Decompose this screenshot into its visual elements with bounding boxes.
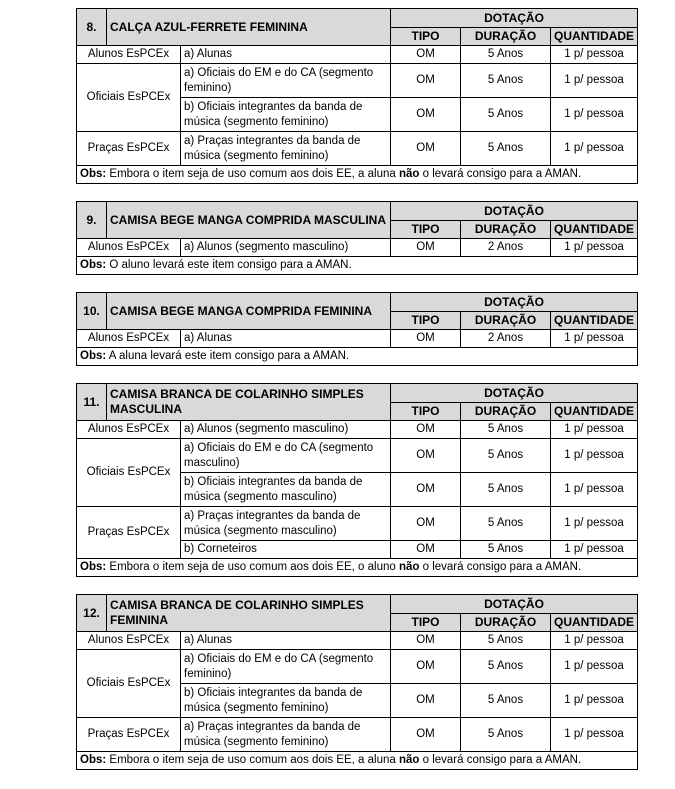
- segment-cell: a) Alunas: [181, 632, 391, 650]
- obs-emphasis: não: [398, 754, 420, 766]
- segment-cell: a) Alunos (segmento masculino): [181, 239, 391, 257]
- quantidade-cell: 1 p/ pessoa: [551, 473, 638, 507]
- obs-cell: [77, 752, 638, 770]
- quantidade-cell: 1 p/ pessoa: [551, 632, 638, 650]
- duracao-header: DURAÇÃO: [461, 403, 551, 421]
- tipo-cell: OM: [391, 650, 461, 684]
- quantidade-cell: 1 p/ pessoa: [551, 507, 638, 541]
- tipo-header: TIPO: [391, 221, 461, 239]
- dotacao-header: DOTAÇÃO: [391, 595, 638, 614]
- duracao-cell: 5 Anos: [461, 632, 551, 650]
- duracao-cell: 5 Anos: [461, 132, 551, 166]
- item-number: 10.: [77, 293, 107, 330]
- item-table: [76, 383, 638, 577]
- tipo-cell: OM: [391, 421, 461, 439]
- obs-emphasis: não: [398, 168, 420, 180]
- duracao-cell: 2 Anos: [461, 330, 551, 348]
- group-cell: Oficiais EsPCEx: [77, 650, 181, 718]
- duracao-cell: 5 Anos: [461, 473, 551, 507]
- group-cell: Alunos EsPCEx: [77, 632, 181, 650]
- tipo-cell: OM: [391, 718, 461, 752]
- tipo-cell: OM: [391, 541, 461, 559]
- tipo-cell: OM: [391, 330, 461, 348]
- dotacao-header: DOTAÇÃO: [391, 384, 638, 403]
- obs-label: Obs:: [80, 754, 107, 766]
- duracao-header: DURAÇÃO: [461, 221, 551, 239]
- item-number: 8.: [77, 9, 107, 46]
- group-cell: Oficiais EsPCEx: [77, 439, 181, 507]
- group-cell: Praças EsPCEx: [77, 718, 181, 752]
- quantidade-header: QUANTIDADE: [551, 28, 638, 46]
- table-row: [77, 632, 638, 650]
- item-title: CAMISA BRANCA DE COLARINHO SIMPLES MASCULINA: [107, 384, 391, 421]
- tipo-cell: OM: [391, 64, 461, 98]
- tipo-cell: OM: [391, 46, 461, 64]
- obs-text-end: o levará consigo para a AMAN.: [419, 754, 582, 766]
- obs-row: [77, 752, 638, 770]
- obs-cell: [77, 348, 638, 366]
- segment-cell: a) Alunas: [181, 330, 391, 348]
- segment-cell: b) Oficiais integrantes da banda de música (segmento feminino): [181, 684, 391, 718]
- quantidade-cell: 1 p/ pessoa: [551, 330, 638, 348]
- item-table: [76, 8, 638, 184]
- item-title: CAMISA BEGE MANGA COMPRIDA MASCULINA: [107, 202, 391, 239]
- segment-cell: b) Oficiais integrantes da banda de música (segmento masculino): [181, 473, 391, 507]
- segment-cell: a) Praças integrantes da banda de música (segmento feminino): [181, 132, 391, 166]
- duracao-cell: 5 Anos: [461, 439, 551, 473]
- duracao-header: DURAÇÃO: [461, 312, 551, 330]
- duracao-cell: 5 Anos: [461, 541, 551, 559]
- quantidade-cell: 1 p/ pessoa: [551, 541, 638, 559]
- obs-text: O aluno levará este item consigo para a AMAN.: [106, 259, 352, 271]
- tipo-cell: OM: [391, 473, 461, 507]
- tipo-cell: OM: [391, 507, 461, 541]
- obs-label: Obs:: [80, 259, 107, 271]
- obs-text: Embora o item seja de uso comum aos dois EE, a aluna: [106, 168, 399, 180]
- tipo-header: TIPO: [391, 312, 461, 330]
- obs-text-end: o levará consigo para a AMAN.: [419, 168, 582, 180]
- table-row: [77, 330, 638, 348]
- obs-row: [77, 257, 638, 275]
- segment-cell: a) Oficiais do EM e do CA (segmento feminino): [181, 650, 391, 684]
- segment-cell: a) Oficiais do EM e do CA (segmento masculino): [181, 439, 391, 473]
- segment-cell: a) Praças integrantes da banda de música (segmento feminino): [181, 718, 391, 752]
- item-title: CAMISA BRANCA DE COLARINHO SIMPLES FEMININA: [107, 595, 391, 632]
- tipo-header: TIPO: [391, 403, 461, 421]
- duracao-cell: 5 Anos: [461, 46, 551, 64]
- group-cell: Alunos EsPCEx: [77, 421, 181, 439]
- dotacao-header: DOTAÇÃO: [391, 293, 638, 312]
- quantidade-header: QUANTIDADE: [551, 403, 638, 421]
- obs-label: Obs:: [80, 350, 107, 362]
- duracao-cell: 2 Anos: [461, 239, 551, 257]
- dotacao-header: DOTAÇÃO: [391, 9, 638, 28]
- obs-emphasis: não: [398, 561, 420, 573]
- table-row: [77, 507, 638, 541]
- group-cell: Alunos EsPCEx: [77, 239, 181, 257]
- quantidade-cell: 1 p/ pessoa: [551, 64, 638, 98]
- document: [76, 8, 637, 770]
- item-table: [76, 292, 638, 366]
- table-row: [77, 439, 638, 473]
- obs-row: [77, 559, 638, 577]
- table-row: [77, 64, 638, 98]
- quantidade-cell: 1 p/ pessoa: [551, 421, 638, 439]
- quantidade-cell: 1 p/ pessoa: [551, 684, 638, 718]
- table-row: [77, 46, 638, 64]
- duracao-cell: 5 Anos: [461, 64, 551, 98]
- group-cell: Praças EsPCEx: [77, 507, 181, 559]
- item-number: 9.: [77, 202, 107, 239]
- tipo-cell: OM: [391, 684, 461, 718]
- obs-label: Obs:: [80, 168, 107, 180]
- dotacao-header: DOTAÇÃO: [391, 202, 638, 221]
- quantidade-header: QUANTIDADE: [551, 614, 638, 632]
- quantidade-header: QUANTIDADE: [551, 221, 638, 239]
- item-table: [76, 594, 638, 770]
- group-cell: Alunos EsPCEx: [77, 330, 181, 348]
- duracao-header: DURAÇÃO: [461, 614, 551, 632]
- quantidade-cell: 1 p/ pessoa: [551, 239, 638, 257]
- duracao-cell: 5 Anos: [461, 98, 551, 132]
- quantidade-cell: 1 p/ pessoa: [551, 439, 638, 473]
- table-row: [77, 132, 638, 166]
- item-number: 11.: [77, 384, 107, 421]
- tipo-cell: OM: [391, 132, 461, 166]
- quantidade-header: QUANTIDADE: [551, 312, 638, 330]
- tipo-header: TIPO: [391, 28, 461, 46]
- tipo-cell: OM: [391, 632, 461, 650]
- item-title: CALÇA AZUL-FERRETE FEMININA: [107, 9, 391, 46]
- duracao-cell: 5 Anos: [461, 507, 551, 541]
- table-row: [77, 239, 638, 257]
- quantidade-cell: 1 p/ pessoa: [551, 650, 638, 684]
- table-row: [77, 650, 638, 684]
- tipo-header: TIPO: [391, 614, 461, 632]
- group-cell: Alunos EsPCEx: [77, 46, 181, 64]
- segment-cell: b) Oficiais integrantes da banda de música (segmento feminino): [181, 98, 391, 132]
- duracao-cell: 5 Anos: [461, 421, 551, 439]
- quantidade-cell: 1 p/ pessoa: [551, 46, 638, 64]
- obs-row: [77, 348, 638, 366]
- duracao-cell: 5 Anos: [461, 650, 551, 684]
- group-cell: Praças EsPCEx: [77, 132, 181, 166]
- obs-cell: [77, 559, 638, 577]
- obs-text-end: o levará consigo para a AMAN.: [419, 561, 582, 573]
- table-row: [77, 421, 638, 439]
- obs-text: Embora o item seja de uso comum aos dois EE, a aluna: [106, 754, 399, 766]
- obs-cell: [77, 166, 638, 184]
- segment-cell: b) Corneteiros: [181, 541, 391, 559]
- tipo-cell: OM: [391, 239, 461, 257]
- tipo-cell: OM: [391, 439, 461, 473]
- obs-row: [77, 166, 638, 184]
- item-title: CAMISA BEGE MANGA COMPRIDA FEMININA: [107, 293, 391, 330]
- item-table: [76, 201, 638, 275]
- item-number: 12.: [77, 595, 107, 632]
- segment-cell: a) Alunas: [181, 46, 391, 64]
- obs-label: Obs:: [80, 561, 107, 573]
- tipo-cell: OM: [391, 98, 461, 132]
- obs-text: Embora o item seja de uso comum aos dois EE, o aluno: [106, 561, 399, 573]
- table-row: [77, 718, 638, 752]
- group-cell: Oficiais EsPCEx: [77, 64, 181, 132]
- quantidade-cell: 1 p/ pessoa: [551, 132, 638, 166]
- duracao-cell: 5 Anos: [461, 684, 551, 718]
- segment-cell: a) Praças integrantes da banda de música (segmento masculino): [181, 507, 391, 541]
- quantidade-cell: 1 p/ pessoa: [551, 98, 638, 132]
- duracao-cell: 5 Anos: [461, 718, 551, 752]
- segment-cell: a) Oficiais do EM e do CA (segmento feminino): [181, 64, 391, 98]
- segment-cell: a) Alunos (segmento masculino): [181, 421, 391, 439]
- duracao-header: DURAÇÃO: [461, 28, 551, 46]
- quantidade-cell: 1 p/ pessoa: [551, 718, 638, 752]
- obs-cell: [77, 257, 638, 275]
- obs-text: A aluna levará este item consigo para a AMAN.: [106, 350, 350, 362]
